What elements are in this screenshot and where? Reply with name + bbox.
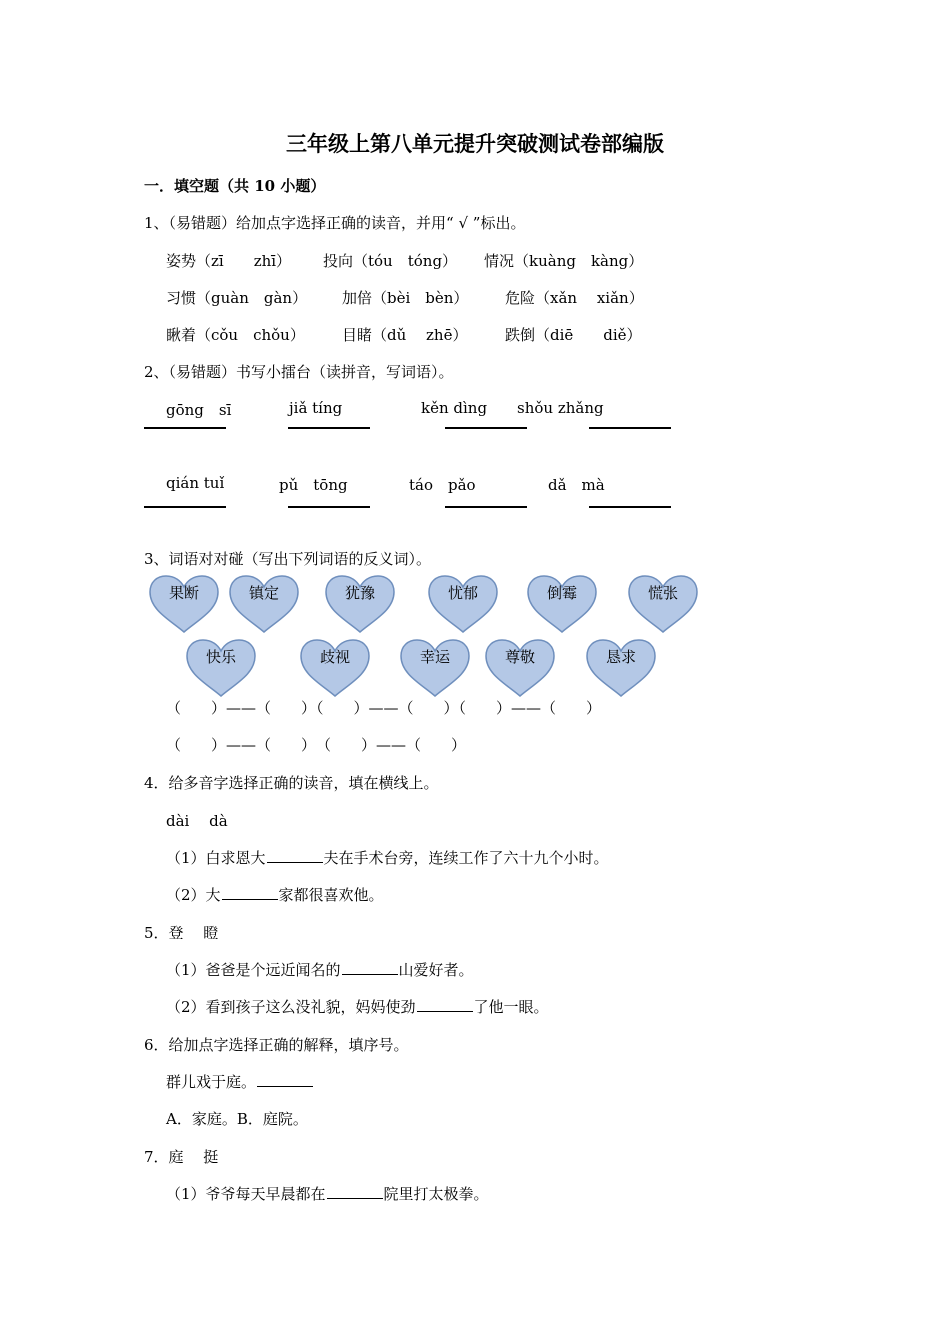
- sentence-text: （1）爸爸是个远近闻名的: [166, 961, 341, 979]
- sentence-text: 家都很喜欢他。: [278, 886, 384, 904]
- heart-word: 忧郁: [447, 584, 478, 602]
- q4-sentence-2: [166, 884, 384, 905]
- section-heading: 一．填空题（共 10 小题）: [144, 177, 326, 195]
- pinyin-word: gōng sī: [166, 401, 232, 419]
- fill-blank[interactable]: [417, 996, 473, 1012]
- word-heart: [224, 574, 304, 634]
- heart-word: 镇定: [248, 584, 279, 602]
- q1-item: 投向（tóu tóng）: [323, 252, 458, 270]
- word-heart: [623, 574, 703, 634]
- sentence-text: 群儿戏于庭。: [166, 1073, 257, 1091]
- sentence-text: 山爱好者。: [398, 961, 474, 979]
- sentence-text: 院里打太极拳。: [383, 1185, 489, 1203]
- q6-stem: 6．给加点字选择正确的解释，填序号。: [144, 1036, 409, 1054]
- word-heart: [522, 574, 602, 634]
- heart-word: 幸运: [419, 648, 450, 666]
- answer-line[interactable]: [589, 427, 671, 429]
- answer-line[interactable]: [445, 506, 527, 508]
- word-heart: [423, 574, 503, 634]
- heart-word: 尊敬: [504, 648, 535, 666]
- page-title: 三年级上第八单元提升突破测试卷部编版: [286, 131, 664, 156]
- word-heart: [581, 638, 661, 698]
- q4-stem: 4．给多音字选择正确的读音，填在横线上。: [144, 774, 439, 792]
- word-heart: [295, 638, 375, 698]
- q5-stem: 5．登 瞪: [144, 924, 219, 942]
- antonym-pairs-row: （ ）——（ ） （ ）——（ ）: [166, 736, 467, 754]
- q1-item: 习惯（guàn gàn）: [166, 289, 308, 307]
- word-heart: [144, 574, 224, 634]
- fill-blank[interactable]: [257, 1071, 313, 1087]
- sentence-text: （2）大: [166, 886, 221, 904]
- q1-item: 目睹（dǔ zhē）: [342, 326, 468, 344]
- heart-word: 慌张: [647, 584, 678, 602]
- q1-item: 跌倒（diē diě）: [505, 326, 642, 344]
- fill-blank[interactable]: [327, 1183, 383, 1199]
- word-heart: [395, 638, 475, 698]
- sentence-text: （1）爷爷每天早晨都在: [166, 1185, 326, 1203]
- fill-blank[interactable]: [342, 959, 398, 975]
- word-heart: [480, 638, 560, 698]
- pinyin-word: táo pǎo: [409, 476, 476, 494]
- q1-item: 姿势（zī zhī）: [166, 252, 292, 270]
- answer-line[interactable]: [288, 506, 370, 508]
- sentence-text: 夫在手术台旁，连续工作了六十九个小时。: [323, 849, 609, 867]
- heart-word: 恳求: [605, 648, 636, 666]
- pinyin-word: qián tuǐ: [166, 474, 225, 492]
- word-heart: [320, 574, 400, 634]
- heart-word: 倒霉: [546, 584, 577, 602]
- fill-blank[interactable]: [222, 884, 278, 900]
- q6-options: A．家庭。B．庭院。: [166, 1110, 308, 1128]
- q1-item: 情况（kuàng kàng）: [484, 252, 644, 270]
- pinyin-word: shǒu zhǎng: [517, 399, 604, 417]
- q2-stem: 2、（易错题）书写小擂台（读拼音，写词语）。: [144, 363, 454, 381]
- pinyin-word: kěn dìng: [421, 399, 488, 417]
- heart-word: 快乐: [205, 648, 236, 666]
- word-heart: [181, 638, 261, 698]
- q5-sentence-1: [166, 959, 474, 980]
- q1-item: 瞅着（cǒu chǒu）: [166, 326, 305, 344]
- q1-stem: 1、（易错题）给加点字选择正确的读音，并用“ √ ”标出。: [144, 214, 526, 232]
- antonym-pairs-row: （ ）——（ ）（ ）——（ ）（ ）——（ ）: [166, 699, 602, 717]
- fill-blank[interactable]: [267, 847, 323, 863]
- pinyin-word: pǔ tōng: [279, 476, 348, 494]
- q5-sentence-2: [166, 996, 549, 1017]
- q3-stem: 3、词语对对碰（写出下列词语的反义词）。: [144, 550, 432, 568]
- pinyin-word: jiǎ tíng: [289, 399, 343, 417]
- answer-line[interactable]: [445, 427, 527, 429]
- q1-item: 加倍（bèi bèn）: [342, 289, 469, 307]
- sentence-text: （2）看到孩子这么没礼貌，妈妈使劲: [166, 998, 416, 1016]
- answer-line[interactable]: [589, 506, 671, 508]
- sentence-text: （1）白求恩大: [166, 849, 266, 867]
- heart-word: 歧视: [319, 648, 350, 666]
- q4-options: dài dà: [166, 812, 228, 830]
- answer-line[interactable]: [144, 427, 226, 429]
- q4-sentence-1: [166, 847, 609, 868]
- heart-word: 犹豫: [344, 584, 375, 602]
- answer-line[interactable]: [288, 427, 370, 429]
- answer-line[interactable]: [144, 506, 226, 508]
- q7-stem: 7．庭 挺: [144, 1148, 219, 1166]
- q6-sentence: [166, 1071, 314, 1092]
- q1-item: 危险（xǎn xiǎn）: [505, 289, 644, 307]
- heart-word: 果断: [168, 584, 199, 602]
- sentence-text: 了他一眼。: [473, 998, 549, 1016]
- q7-sentence-1: [166, 1183, 489, 1204]
- pinyin-word: dǎ mà: [548, 476, 605, 494]
